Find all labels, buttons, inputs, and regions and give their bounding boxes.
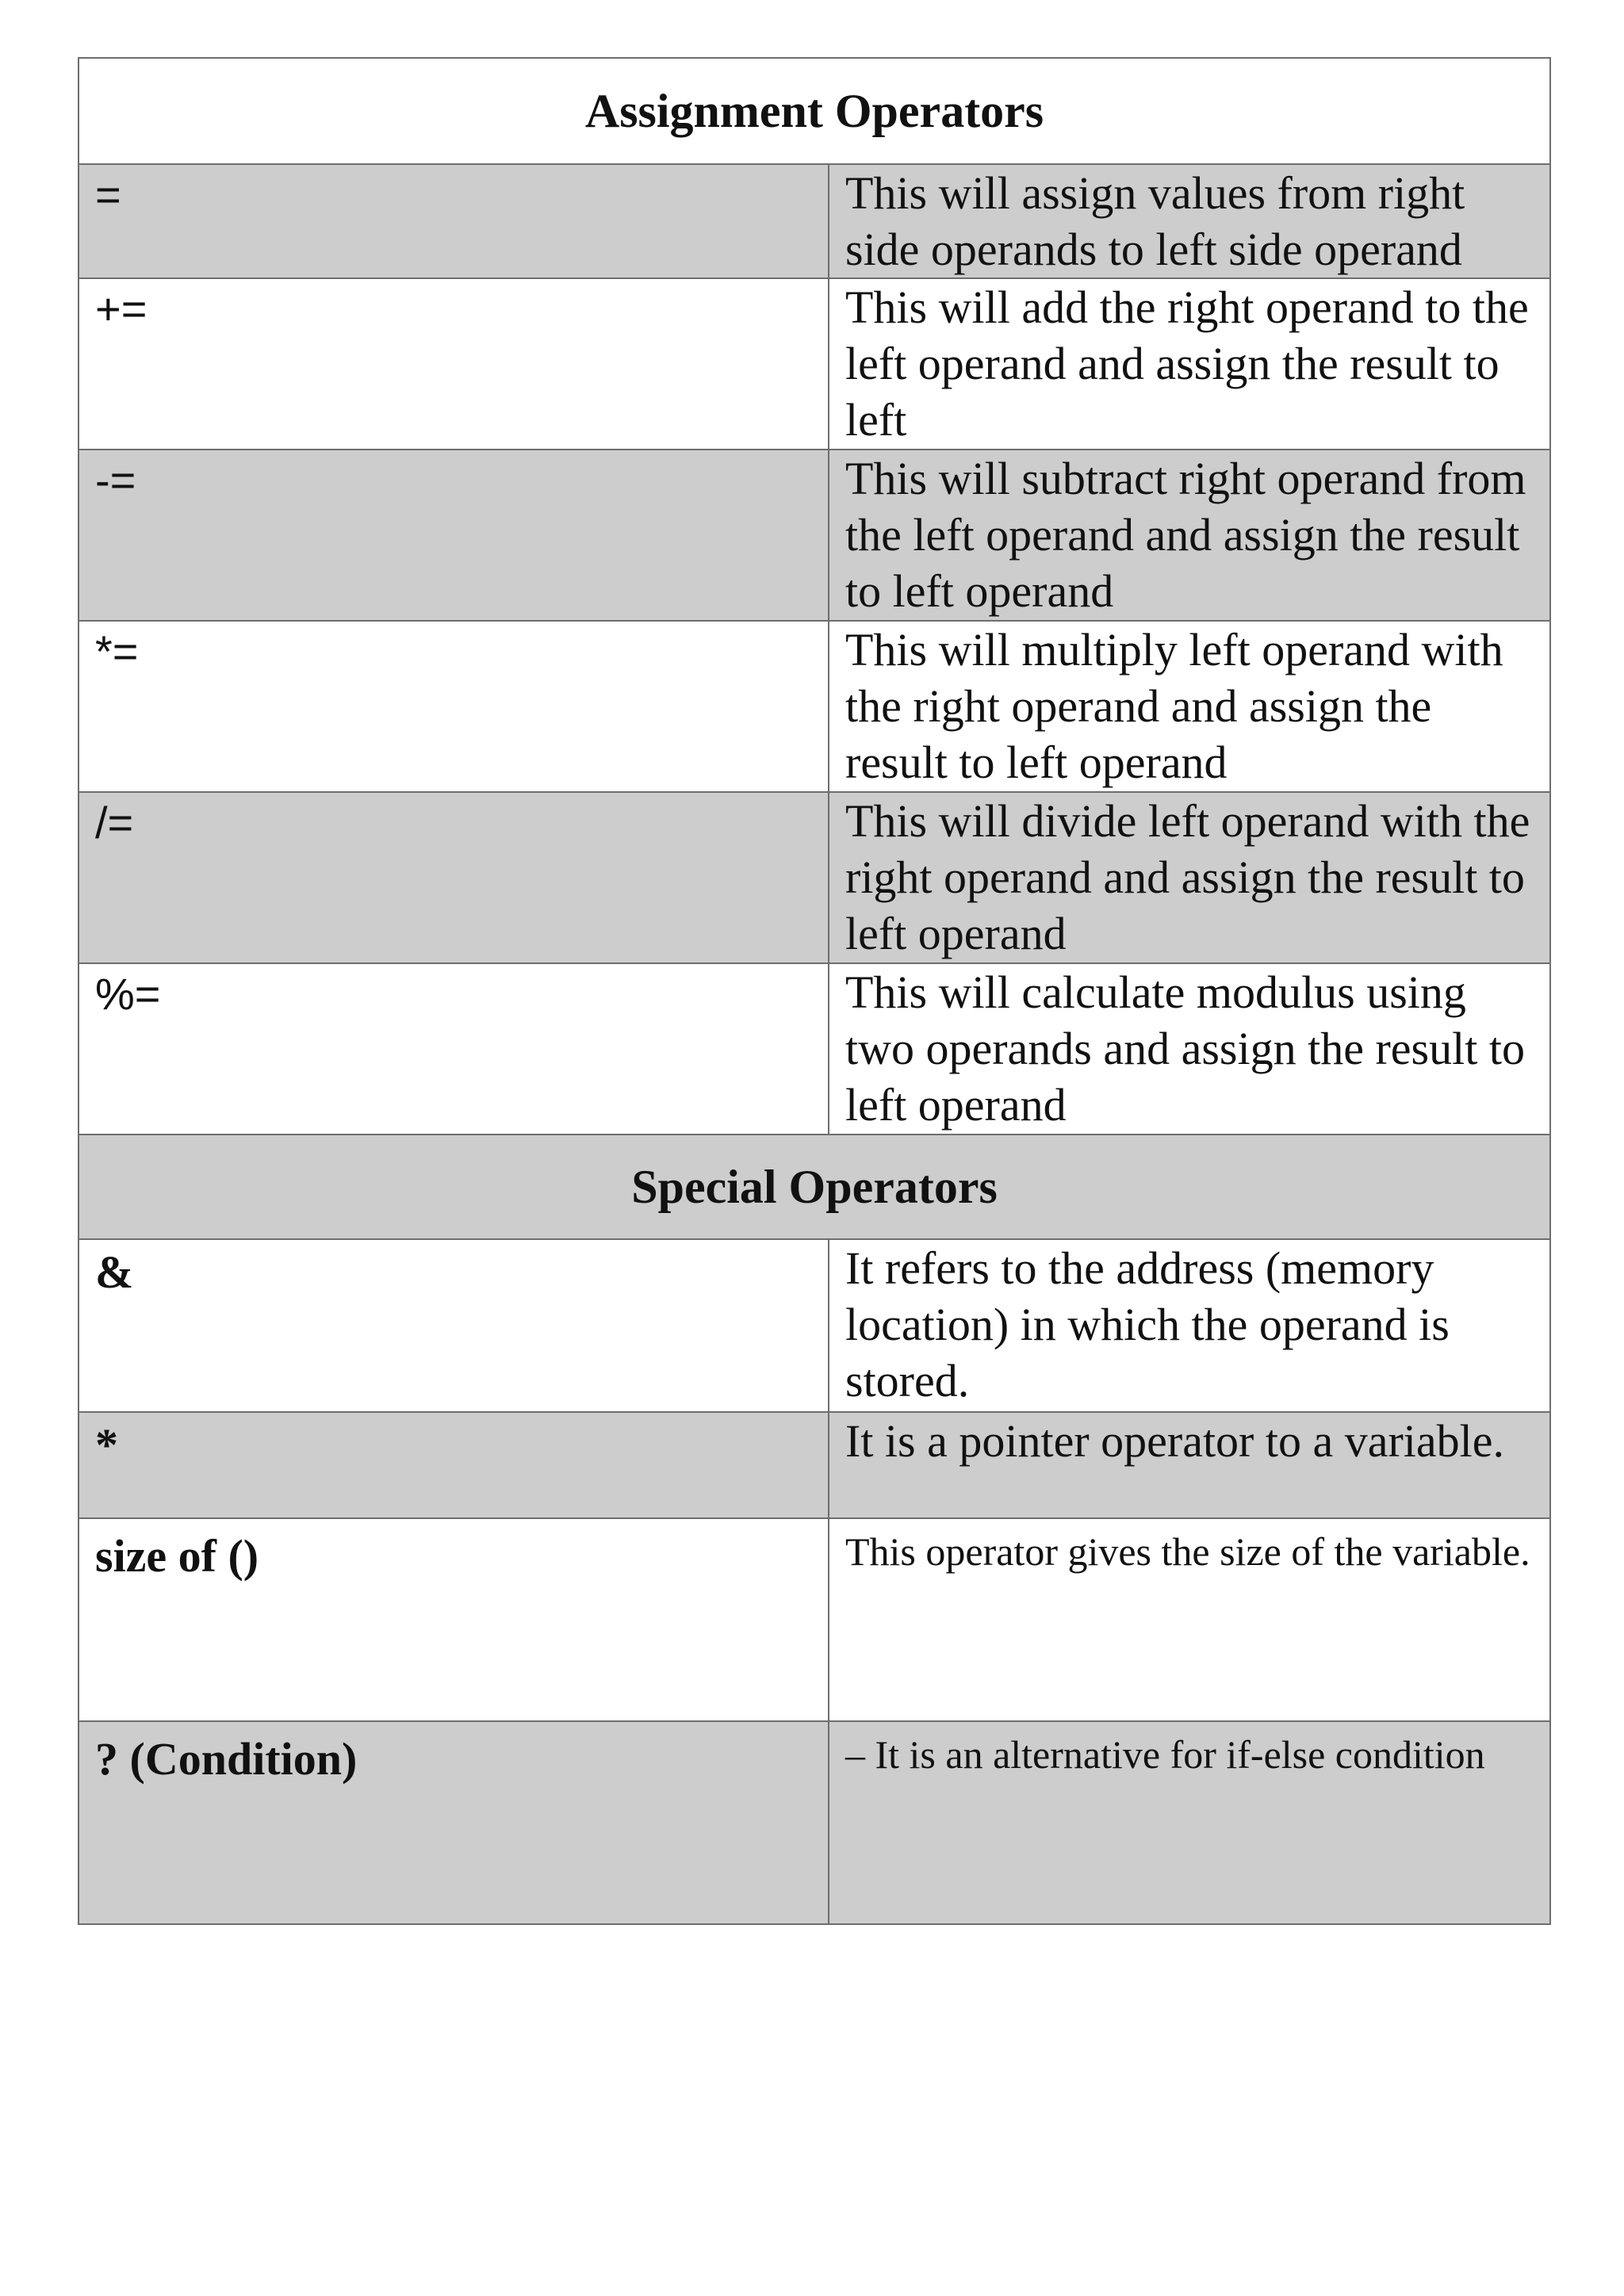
operator-description: This will subtract right operand from the left operand and assign the result to left operand	[829, 450, 1550, 621]
operator-description-text: – It is an alternative for if-else condition	[845, 1732, 1485, 1777]
operator-symbol: *=	[79, 621, 829, 792]
operator-symbol: &	[79, 1239, 829, 1412]
operator-description: This will add the right operand to the left operand and assign the result to left	[829, 278, 1550, 450]
operator-symbol: *	[79, 1412, 829, 1518]
operator-symbol: =	[79, 164, 829, 278]
operator-description	[829, 1721, 1550, 1924]
operator-description: It is a pointer operator to a variable.	[829, 1412, 1550, 1518]
table-row	[79, 963, 1550, 1135]
table-row	[79, 621, 1550, 792]
assignment-header-row	[79, 58, 1550, 164]
operator-description-text: This operator gives the size of the variable.	[845, 1529, 1530, 1574]
table-row	[79, 1518, 1550, 1721]
operator-symbol: %=	[79, 963, 829, 1135]
operator-description: This will divide left operand with the right operand and assign the result to left operand	[829, 792, 1550, 963]
table-row	[79, 1239, 1550, 1412]
operator-description: This will multiply left operand with the right operand and assign the result to left operand	[829, 621, 1550, 792]
operator-symbol: -=	[79, 450, 829, 621]
operator-description: This will calculate modulus using two operands and assign the result to left operand	[829, 963, 1550, 1135]
operator-description: It refers to the address (memory location) in which the operand is stored.	[829, 1239, 1550, 1412]
operator-description	[829, 1518, 1550, 1721]
operator-symbol: ? (Condition)	[79, 1721, 829, 1924]
table-row	[79, 792, 1550, 963]
special-header-row	[79, 1135, 1550, 1239]
table-row	[79, 1721, 1550, 1924]
operator-symbol: +=	[79, 278, 829, 450]
operator-symbol: size of ()	[79, 1518, 829, 1721]
table-row	[79, 278, 1550, 450]
assignment-title: Assignment Operators	[79, 58, 1550, 164]
operator-description: This will assign values from right side operands to left side operand	[829, 164, 1550, 278]
table-row	[79, 450, 1550, 621]
special-title: Special Operators	[79, 1135, 1550, 1239]
operators-table	[78, 57, 1551, 1925]
table-row	[79, 164, 1550, 278]
operator-symbol: /=	[79, 792, 829, 963]
